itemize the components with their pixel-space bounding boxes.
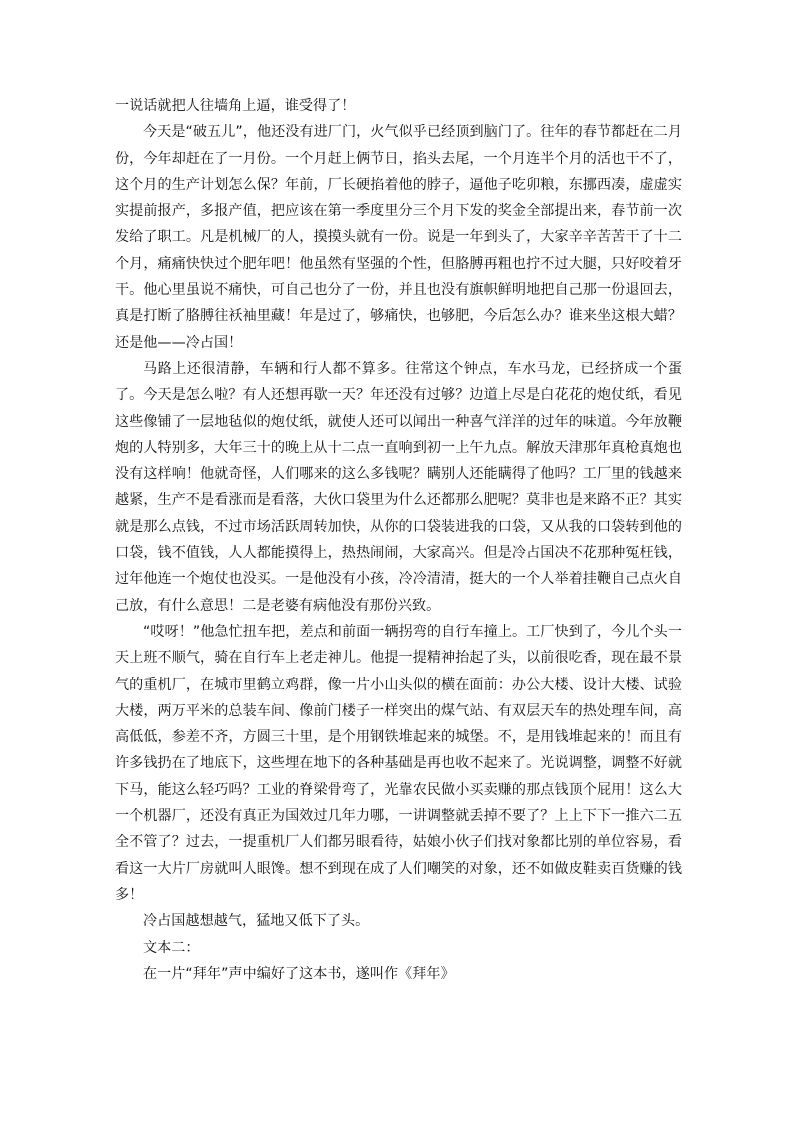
closing-line: 在一片“拜年”声中编好了这本书，遂叫作《拜年》 [143, 965, 455, 982]
paragraph-1: 一说话就把人往墙角上逼，谁受得了！ [115, 98, 356, 114]
paragraph-4: “哎呀！”他急忙扭车把，差点和前面一辆拐弯的自行车撞上。工厂快到了，今儿个头一天上班不顺气，骑在自行车上老走神儿。他提一提精神抬起了头，以前很吃香，现在最不景气的重机厂，在城市里鹤立鸡群，像一片小山头似的横在面前：办公大楼、设计大楼、试验大楼，两万平米的总装车间、像前门楼子一样突出的煤气站、有双层天车的热处理车间，高高低低，参差不齐，方圆三十里，是个用钢铁堆起来的城堡。不，是用钱堆起来的！而且有许多钱扔在了地底下，这些埋在地下的各种基础是再也收不起来了。光说调整，调整不好就下马，能这么轻巧吗？工业的脊梁骨弯了，光靠农民做小买卖赚的那点钱顶个屁用！这么大一个机器厂，还没有真正为国效过几年力哪，一讲调整就丢掉不要了？上上下下一推六二五全不管了？过去，一提重机厂人们都另眼看待，姑娘小伙子们找对象都比别的单位容易，看看这一大片厂房就叫人眼馋。想不到现在成了人们嘲笑的对象，还不如做皮鞋卖百货赚的钱多！ [115, 623, 682, 903]
paragraph-5: 冷占国越想越气，猛地又低下了头。 [143, 913, 370, 930]
document-body [115, 93, 682, 987]
section-label: 文本二： [143, 939, 200, 956]
paragraph-3: 马路上还很清静，车辆和行人都不算多。往常这个钟点，车水马龙，已经挤成一个蛋了。今天是怎么啦？有人还想再歇一天？年还没有过够？边道上尽是白花花的炮仗纸，看见这些像铺了一层地毡似的炮仗纸，就使人还可以闻出一种喜气洋洋的过年的味道。今年放鞭炮的人特别多，大年三十的晚上从十二点一直响到初一上午九点。解放天津那年真枪真炮也没有这样响！他就奇怪，人们哪来的这么多钱呢？瞒别人还能瞒得了他吗？工厂里的钱越来越紧，生产不是看涨而是看落，大伙口袋里为什么还都那么肥呢？莫非也是来路不正？其实就是那么点钱，不过市场活跃周转加快，从你的口袋装进我的口袋，又从我的口袋转到他的口袋，钱不值钱，人人都能摸得上，热热闹闹，大家高兴。但是冷占国决不花那种冤枉钱，过年他连一个炮仗也没买。一是他没有小孩，冷冷清清，挺大的一个人举着挂鞭自己点火自己放，有什么意思！二是老婆有病他没有那份兴致。 [115, 360, 682, 614]
paragraph-2: 今天是“破五儿”，他还没有进厂门，火气似乎已经顶到脑门了。往年的春节都赶在二月份，今年却赶在了一月份。一个月赶上俩节日，掐头去尾，一个月连半个月的活也干不了，这个月的生产计划怎么保？年前，厂长硬掐着他的脖子，逼他子吃卯粮，东挪西凑，虚虚实实提前报产，多报产值，把应该在第一季度里分三个月下发的奖金全部提出来，春节前一次发给了职工。凡是机械厂的人，摸摸头就有一份。说是一年到头了，大家辛辛苦苦干了十二个月，痛痛快快过个肥年吧！他虽然有坚强的个性，但胳膊再粗也拧不过大腿，只好咬着牙干。他心里虽说不痛快，可自己也分了一份，并且也没有旗帜鲜明地把自己那一份退回去，真是打断了胳膊往袄袖里藏！年是过了，够痛快，也够肥，今后怎么办？谁来坐这根大蜡？还是他——冷占国！ [115, 124, 682, 351]
